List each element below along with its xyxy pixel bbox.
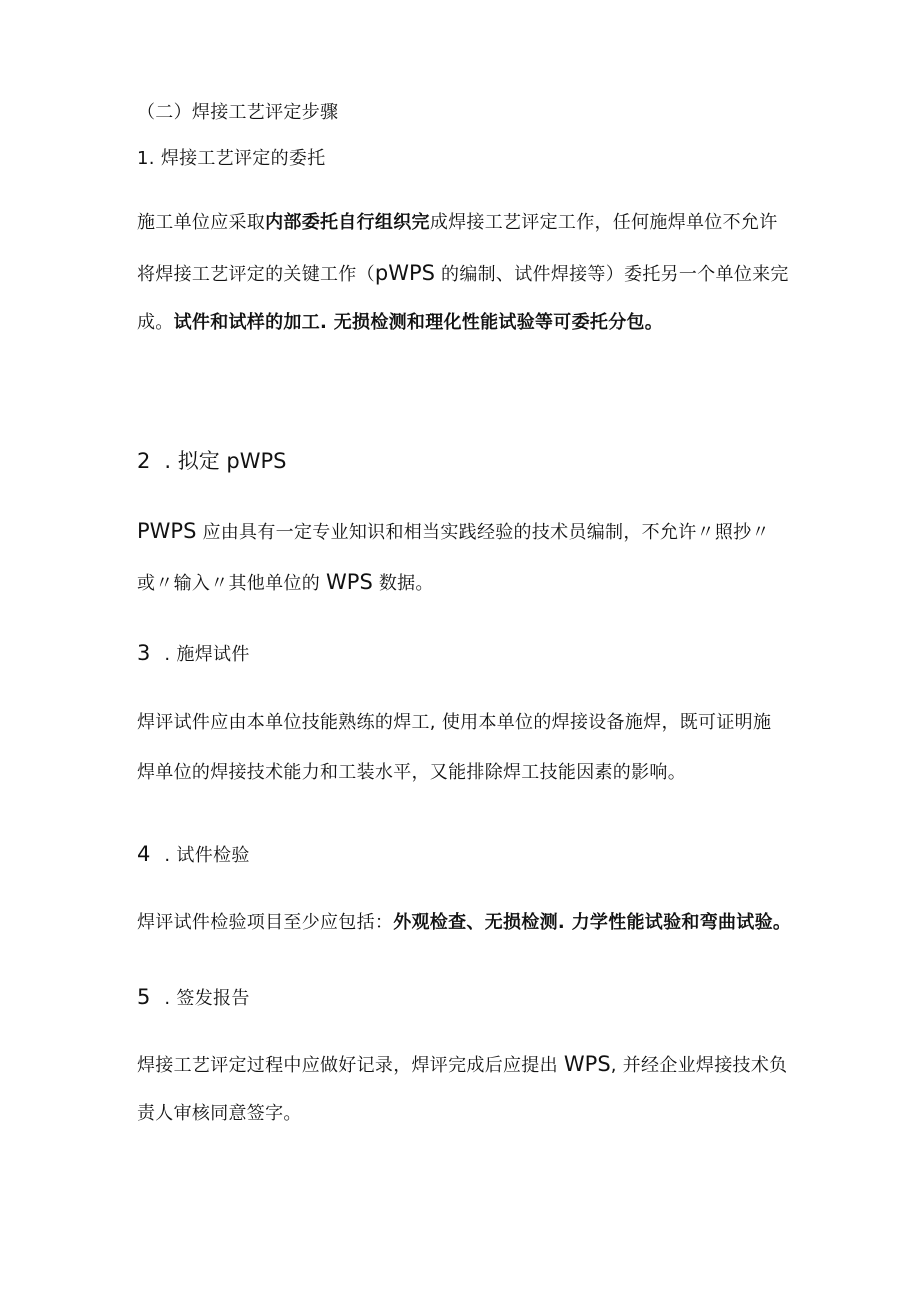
- item-3-para-line-2: [137, 761, 686, 785]
- text-run: 责人审核同意签字。: [137, 1103, 302, 1124]
- bold-text-run: 试件和试样的加工. 无损检测和理化性能试验等可委托分包。: [173, 312, 664, 333]
- text-run: 成。: [137, 312, 174, 333]
- latin-text-run: WPS: [563, 1052, 611, 1076]
- text-run: 或〃输入〃其他单位的: [137, 573, 327, 594]
- text-run: 的编制、试件焊接等）委托另一个单位来完: [435, 264, 789, 285]
- section-title: （二）焊接工艺评定步骤: [137, 102, 339, 123]
- item-2-para-line-2: [137, 570, 434, 596]
- item-5-para-line-2: [137, 1102, 302, 1126]
- latin-text-run: WPS: [326, 570, 373, 594]
- text-run: 应由具有一定专业知识和相当实践经验的技术员编制，不允许〃照抄〃: [196, 522, 770, 543]
- item-5-heading-text: . 签发报告: [164, 988, 250, 1009]
- latin-text-run: pWPS: [374, 261, 435, 285]
- text-run: 成焊接工艺评定工作，任何施焊单位不允许: [429, 212, 778, 233]
- text-run: 将焊接工艺评定的关键工作（: [137, 264, 375, 285]
- item-2-para-line-1: [137, 519, 770, 545]
- item-1-para-line-2: [137, 261, 789, 287]
- item-4-para-line-1: [137, 911, 791, 935]
- item-2-heading-text: . 拟定 pWPS: [164, 449, 287, 473]
- item-4-heading-text: . 试件检验: [164, 845, 250, 866]
- item-3-para-line-1: [137, 711, 771, 735]
- text-run: , 并经企业焊接技术负: [610, 1055, 788, 1076]
- item-1-para-line-3: [137, 311, 663, 335]
- item-5-heading-number: 5: [137, 985, 151, 1009]
- item-2-heading: [137, 449, 287, 475]
- text-run: 焊评试件检验项目至少应包括：: [137, 912, 394, 933]
- text-run: 焊单位的焊接技术能力和工装水平，又能排除焊工技能因素的影响。: [137, 762, 686, 783]
- text-run: 焊评试件应由本单位技能熟练的焊工, 使用本单位的焊接设备施焊，既可证明施: [137, 712, 772, 733]
- bold-text-run: 内部委托自行组织完: [265, 212, 430, 233]
- item-5-para-line-1: [137, 1052, 787, 1078]
- item-4-heading-number: 4: [137, 842, 151, 866]
- item-2-heading-number: 2: [137, 449, 151, 473]
- latin-text-run: PWPS: [137, 519, 197, 543]
- item-1-heading-number: 1.: [137, 148, 155, 169]
- item-1-para-line-1: [137, 211, 778, 235]
- item-1-heading-text: 焊接工艺评定的委托: [160, 148, 326, 169]
- text-run: 焊接工艺评定过程中应做好记录，焊评完成后应提出: [137, 1055, 564, 1076]
- text-run: 数据。: [372, 573, 434, 594]
- item-4-heading: [137, 842, 250, 868]
- item-3-heading: [137, 641, 250, 667]
- text-run: 施工单位应采取: [137, 212, 266, 233]
- item-3-heading-number: 3: [137, 641, 151, 665]
- item-3-heading-text: . 施焊试件: [164, 644, 250, 665]
- item-5-heading: [137, 985, 250, 1011]
- item-1-heading: [137, 147, 326, 171]
- bold-text-run: 外观检查、无损检测. 力学性能试验和弯曲试验。: [393, 912, 792, 933]
